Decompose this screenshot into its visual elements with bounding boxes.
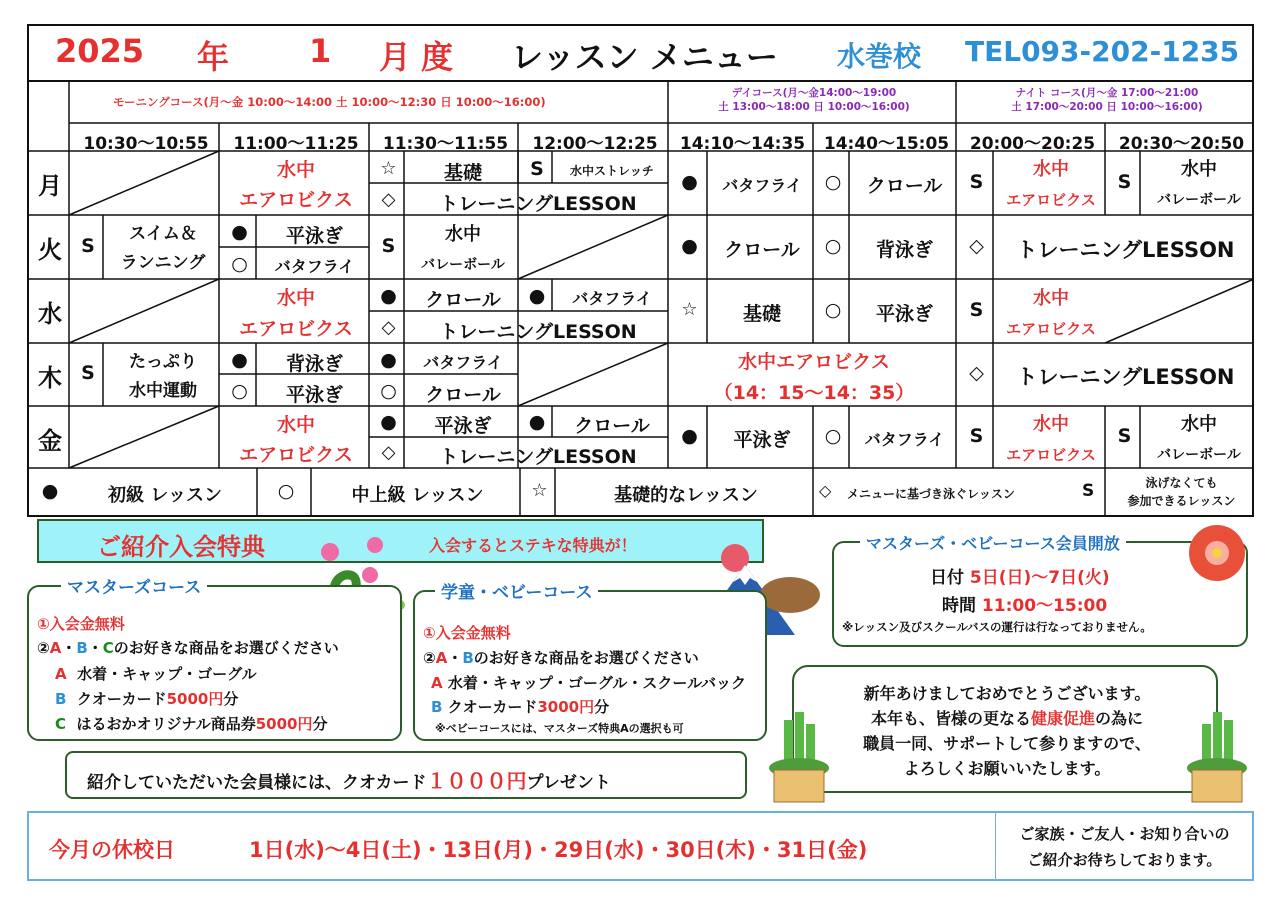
time-slot: 10:30～10:55 <box>83 134 209 154</box>
masters-option-c <box>55 713 328 734</box>
benefit-text: のお好きな商品をお選びください <box>113 639 339 657</box>
wed-butterfly: バタフライ <box>572 289 652 308</box>
sep: ・ <box>87 639 103 657</box>
page-title: レッスン メニュー <box>511 38 778 76</box>
open-date <box>930 563 1110 588</box>
legend-menu-swim: メニューに基づき泳ぐレッスン <box>847 487 1015 501</box>
intro-banner-tagline: 入会するとステキな特典が！ <box>429 536 637 555</box>
option-text: クオーカード <box>76 690 167 708</box>
masters-course-box <box>27 578 402 741</box>
referral-amount: １０００円 <box>426 769 527 793</box>
dot-icon: ● <box>681 171 698 193</box>
kids-benefit-2 <box>423 647 699 668</box>
option-text: 水着・キャップ・ゴーグル <box>77 665 257 683</box>
cell-line: バレーボール <box>1157 192 1241 208</box>
dot-icon: ● <box>681 235 698 257</box>
school-tel: TEL093-202-1235 <box>965 35 1240 68</box>
fri-crawl: クロール <box>574 415 650 437</box>
kids-option-b <box>431 696 609 717</box>
greeting-text <box>794 681 1220 781</box>
dot-icon: ● <box>380 285 397 307</box>
time-value: 11:00～15:00 <box>981 596 1108 616</box>
divider <box>995 813 996 879</box>
cell-line: 水中 <box>276 159 315 181</box>
s-mark: S <box>1117 425 1132 447</box>
wed-night-aerobics <box>995 283 1107 345</box>
tue-crawl: クロール <box>724 239 800 261</box>
thu-crawl: クロール <box>425 384 501 406</box>
time-slot: 20:00～20:25 <box>969 134 1096 154</box>
cell-line: 水中 <box>1033 414 1069 435</box>
thu-training: トレーニングLESSON <box>1016 365 1235 389</box>
time-slot: 14:40～15:05 <box>823 134 950 154</box>
fri-training: トレーニングLESSON <box>439 446 637 468</box>
greeting-post: の為に <box>1095 709 1144 728</box>
mon-crawl: クロール <box>866 175 943 197</box>
member-open-title: マスターズ・ベビーコース会員開放 <box>860 531 1126 554</box>
s-mark: S <box>969 299 984 321</box>
time-label: 時間 <box>942 596 976 616</box>
cell-line: 水中 <box>276 287 315 309</box>
kids-note: ※ベビーコースには、マスターズ特典Aの選択も可 <box>435 722 684 735</box>
mon-night-aerobics <box>995 155 1107 215</box>
s-mark: S <box>1117 171 1132 193</box>
day-label-thu: 木 <box>38 364 62 392</box>
letter-a: A <box>435 649 448 667</box>
thu-butterfly: バタフライ <box>423 353 503 372</box>
year-unit: 年 <box>197 38 230 76</box>
night-course-line2: 土 17:00～20:00 日 10:00～16:00) <box>1011 101 1203 113</box>
s-mark: S <box>81 235 95 257</box>
wed-training: トレーニングLESSON <box>439 321 637 343</box>
referral-text <box>87 765 611 794</box>
tue-swim-run <box>105 220 221 278</box>
mon-kiso: 基礎 <box>443 162 482 184</box>
fri-aerobics <box>221 410 371 470</box>
cell-line: たっぷり <box>129 352 197 372</box>
circle-icon: ○ <box>277 480 295 502</box>
day-course-label <box>670 86 958 114</box>
circle-icon: ○ <box>380 380 397 402</box>
cell-line: エアロビクス <box>239 189 353 211</box>
thu-breast: 平泳ぎ <box>285 384 343 406</box>
cell-line: 水中 <box>1033 288 1069 309</box>
cell-line: 水中 <box>1181 159 1217 180</box>
benefit-text: のお好きな商品をお選びください <box>473 649 699 667</box>
holiday-label: 今月の休校日 <box>49 838 175 862</box>
fri-volleyball <box>1142 410 1256 470</box>
time-slot: 11:30～11:55 <box>382 134 509 154</box>
letter-b: B <box>462 649 474 667</box>
holiday-bar <box>27 811 1254 881</box>
wed-aerobics <box>221 283 371 345</box>
letter-b: B <box>76 639 88 657</box>
day-label-tue: 火 <box>38 236 62 264</box>
diamond-icon: ◇ <box>381 189 396 210</box>
cell-line: スイム＆ <box>129 224 197 244</box>
circle-icon: ○ <box>231 253 248 275</box>
option-text: はるおかオリジナル商品券 <box>76 715 256 733</box>
flower-icon <box>367 537 383 553</box>
thu-tappuri <box>105 348 221 406</box>
letter-a: A <box>55 665 67 683</box>
greeting-line <box>794 706 1220 731</box>
letter-a: A <box>49 639 62 657</box>
circle-icon: ○ <box>824 299 842 321</box>
day-course-line2: 土 13:00～18:00 日 10:00～16:00) <box>718 101 910 113</box>
day-course-line1: デイコース(月～金14:00～19:00 <box>731 87 897 99</box>
mon-butterfly: バタフライ <box>722 176 802 195</box>
wed-crawl: クロール <box>425 289 501 311</box>
benefit-num: ② <box>423 649 436 667</box>
cell-line: エアロビクス <box>239 318 353 340</box>
letter-a: A <box>431 674 443 692</box>
greeting-highlight: 健康促進 <box>1030 709 1095 728</box>
intro-banner-title: ご紹介入会特典 <box>97 533 265 561</box>
month-unit: 月度 <box>379 38 464 76</box>
dot-icon: ● <box>380 411 397 433</box>
tue-butterfly: バタフライ <box>274 257 355 276</box>
legend-beginner: 初級 レッスン <box>107 485 223 506</box>
dot-icon: ● <box>681 425 698 447</box>
date-label: 日付 <box>930 568 964 588</box>
kids-benefit-1: ①入会金無料 <box>423 624 511 642</box>
option-amount: 3000円 <box>537 698 595 716</box>
dot-icon: ● <box>528 411 546 433</box>
time-slot: 14:10～14:35 <box>679 134 806 154</box>
option-text: 分 <box>312 715 328 733</box>
letter-c: C <box>102 639 114 657</box>
mon-stretch: 水中ストレッチ <box>570 164 654 178</box>
morning-course-label: モーニングコース(月～金 10:00～14:00 土 10:00～12:30 日 10:00～16:00) <box>113 95 546 109</box>
cell-line: 水中 <box>276 414 315 436</box>
greeting-line: 職員一同、サポートして参りますので、 <box>863 734 1151 753</box>
cell-line: 水中 <box>1033 159 1069 180</box>
letter-b: B <box>431 698 443 716</box>
greeting-line: 新年あけましておめでとうございます。 <box>863 684 1151 703</box>
s-mark: S <box>81 362 95 384</box>
time-slot: 11:00～11:25 <box>233 134 359 154</box>
school-name: 水巻校 <box>837 40 922 73</box>
benefit-num: ② <box>37 639 50 657</box>
circle-icon: ○ <box>231 380 248 402</box>
night-course-label <box>958 86 1256 114</box>
letter-b: B <box>55 690 67 708</box>
day-label-fri: 金 <box>38 427 62 455</box>
legend-s <box>1107 474 1256 510</box>
kids-option-a <box>431 672 746 693</box>
side-line: ご家族・ご友人・お知り合いの <box>1019 825 1230 843</box>
s-mark: S <box>1082 481 1095 501</box>
cell-line: エアロビクス <box>1006 320 1096 338</box>
greeting-pre: 本年も、皆様の更なる <box>870 709 1031 728</box>
flower-icon <box>321 543 339 561</box>
option-amount: 5000円 <box>166 690 224 708</box>
cell-line: 水中 <box>445 224 481 245</box>
day-label-mon: 月 <box>38 172 62 200</box>
cell-line: 水中 <box>1181 414 1217 435</box>
letter-c: C <box>55 715 67 733</box>
night-course-line1: ナイト コース(月～金 17:00～21:00 <box>1015 87 1199 99</box>
legend-basic: 基礎的なレッスン <box>614 485 758 506</box>
diamond-icon: ◇ <box>969 235 984 257</box>
dot-icon: ● <box>231 221 248 243</box>
cell-line: 水中エアロビクス <box>738 351 890 373</box>
mon-volleyball <box>1142 155 1256 215</box>
open-note: ※レッスン及びスクールバスの運行は行なっておりません。 <box>842 620 1152 634</box>
month: 1 <box>309 32 332 70</box>
greeting-box <box>792 665 1218 793</box>
diamond-icon: ◇ <box>381 317 396 338</box>
date-value: 5日(日)～7日(火) <box>969 568 1110 588</box>
masters-option-a <box>55 663 257 684</box>
fri-night-aerobics <box>995 410 1107 470</box>
lesson-schedule-table <box>27 80 1254 517</box>
referral-post: プレゼント <box>526 773 611 793</box>
diamond-icon: ◇ <box>969 362 984 384</box>
dot-icon: ● <box>41 480 59 502</box>
fri-breast: 平泳ぎ <box>434 415 492 437</box>
diamond-icon: ◇ <box>381 442 396 463</box>
masters-benefit-2 <box>37 637 339 658</box>
time-slot: 12:00～12:25 <box>532 134 658 154</box>
greeting-line: よろしくお願いいたします。 <box>903 759 1111 778</box>
fri-butterfly: バタフライ <box>864 430 945 449</box>
s-mark: S <box>969 171 984 193</box>
schedule-header <box>27 24 1254 80</box>
open-time <box>942 591 1107 616</box>
year: 2025 <box>55 32 145 70</box>
holiday-dates: 1日(水)～4日(土)・13日(月)・29日(水)・30日(木)・31日(金) <box>249 838 868 862</box>
cell-line: 水中運動 <box>129 381 197 401</box>
kids-title: 学童・ベビーコース <box>435 578 598 603</box>
holiday-side-text <box>997 821 1252 873</box>
option-text: 水着・キャップ・ゴーグル・スクールバック <box>447 674 747 692</box>
diamond-icon: ◇ <box>819 481 832 500</box>
cell-line: エアロビクス <box>1006 191 1096 209</box>
star-icon: ☆ <box>380 158 397 179</box>
dot-icon: ● <box>380 349 397 371</box>
cell-line: エアロビクス <box>239 444 353 466</box>
legend-intermediate: 中上級 レッスン <box>351 485 484 506</box>
mon-training: トレーニングLESSON <box>439 193 637 215</box>
wed-breast: 平泳ぎ <box>875 303 933 325</box>
kadomatsu-icon <box>766 712 832 804</box>
circle-icon: ○ <box>824 235 842 257</box>
star-icon: ☆ <box>531 480 548 501</box>
s-mark: S <box>381 235 396 257</box>
time-slot: 20:30～20:50 <box>1118 134 1245 154</box>
s-mark: S <box>969 425 984 447</box>
cell-line: バレーボール <box>421 257 505 273</box>
cell-line: 参加できるレッスン <box>1127 494 1236 508</box>
option-text: 分 <box>594 698 610 716</box>
tue-back: 背泳ぎ <box>875 239 933 261</box>
thu-back: 背泳ぎ <box>285 353 343 375</box>
hawk-icon <box>760 577 820 613</box>
sep: ・ <box>61 639 77 657</box>
kadomatsu-icon <box>1184 712 1250 804</box>
masters-benefit-1: ①入会金無料 <box>37 615 125 633</box>
option-text: 分 <box>223 690 239 708</box>
cell-line: （14：15～14：35） <box>713 382 915 404</box>
cell-line: ランニング <box>120 253 206 273</box>
sep: ・ <box>447 649 463 667</box>
dot-icon: ● <box>231 349 248 371</box>
flower-icon <box>362 567 378 583</box>
star-icon: ☆ <box>681 299 698 320</box>
cell-line: エアロビクス <box>1006 446 1096 464</box>
cell-line: バレーボール <box>1157 447 1241 463</box>
circle-icon: ○ <box>824 171 842 193</box>
s-mark: S <box>530 158 544 180</box>
tue-training: トレーニングLESSON <box>1016 238 1235 262</box>
mon-aerobics <box>221 155 371 215</box>
side-line: ご紹介お待ちしております。 <box>1027 851 1222 869</box>
option-text: クオーカード <box>447 698 538 716</box>
referral-pre: 紹介していただいた会員様には、クオカード <box>87 773 427 793</box>
day-label-wed: 水 <box>38 300 62 328</box>
thu-day-aerobics <box>670 347 958 409</box>
dot-icon: ● <box>528 285 546 307</box>
circle-icon: ○ <box>824 425 842 447</box>
kids-course-box <box>413 583 767 741</box>
ume-flower-icon <box>1185 521 1249 585</box>
cell-line: 泳げなくても <box>1145 476 1218 490</box>
option-amount: 5000円 <box>255 715 313 733</box>
wed-kiso: 基礎 <box>742 303 781 325</box>
tue-volleyball <box>406 220 520 280</box>
tue-breast: 平泳ぎ <box>285 225 343 247</box>
masters-option-b <box>55 688 238 709</box>
referral-box <box>65 751 747 799</box>
masters-title: マスターズコース <box>61 573 207 598</box>
fri-breast-day: 平泳ぎ <box>733 429 791 451</box>
